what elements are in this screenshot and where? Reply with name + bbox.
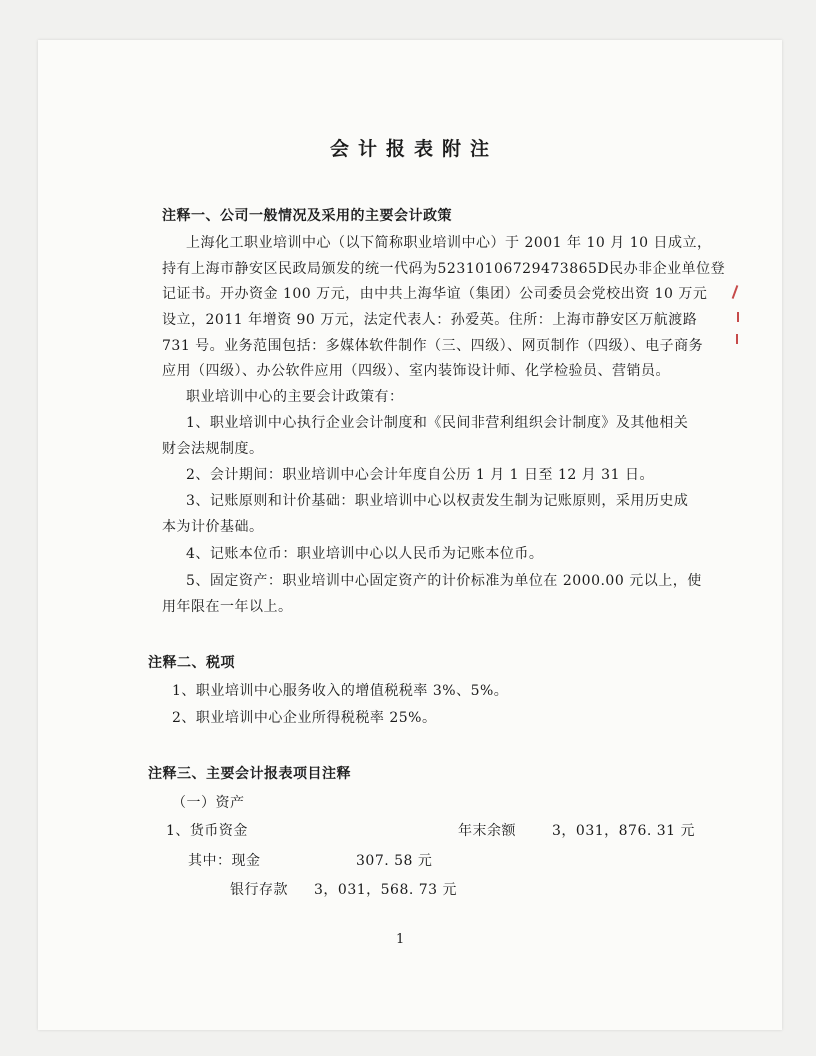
cash-value: 307. 58 元: [356, 853, 433, 869]
assets-section: （一）资产: [172, 795, 245, 811]
tax-item: 2、职业培训中心企业所得税税率 25%。: [172, 710, 437, 726]
note2-heading: 注释二、税项: [148, 655, 235, 671]
policy-item: 5、固定资产：职业培训中心固定资产的计价标准为单位在 2000.00 元以上，使: [186, 573, 702, 589]
note1-intro-line: 应用（四级）、办公软件应用（四级）、室内装饰设计师、化学检验员、营销员。: [162, 363, 670, 379]
policy-item: 2、会计期间：职业培训中心会计年度自公历 1 月 1 日至 12 月 31 日。: [186, 467, 654, 483]
policy-item: 1、职业培训中心执行企业会计制度和《民间非营利组织会计制度》及其他相关: [186, 415, 689, 431]
note1-intro-line: 731 号。业务范围包括：多媒体软件制作（三、四级）、网页制作（四级）、电子商务: [162, 338, 704, 354]
of-which-cash-label: 其中：现金: [188, 853, 261, 869]
note1-intro-line: 上海化工职业培训中心（以下简称职业培训中心）于 2001 年 10 月 10 日成立，: [186, 235, 712, 251]
page-title: 会计报表附注: [330, 138, 499, 160]
note1-heading: 注释一、公司一般情况及采用的主要会计政策: [162, 208, 452, 224]
red-mark: [736, 334, 738, 344]
policy-item: 4、记账本位币：职业培训中心以人民币为记账本位币。: [186, 546, 544, 562]
bank-deposit-value: 3，031，568. 73 元: [314, 882, 458, 898]
note1-intro-line: 持有上海市静安区民政局颁发的统一代码为52310106729473865D民办非企业单位登: [162, 261, 726, 277]
bank-deposit-label: 银行存款: [230, 882, 288, 898]
policies-intro: 职业培训中心的主要会计政策有：: [186, 389, 404, 405]
tax-item: 1、职业培训中心服务收入的增值税税率 3%、5%。: [172, 683, 509, 699]
policy-item: 3、记账原则和计价基础：职业培训中心以权责发生制为记账原则，采用历史成: [186, 493, 689, 509]
policy-item-cont: 本为计价基础。: [162, 519, 264, 535]
red-mark: [737, 312, 739, 322]
policy-item-cont: 用年限在一年以上。: [162, 599, 293, 615]
policy-item-cont: 财会法规制度。: [162, 441, 264, 457]
cash-item-label: 1、货币资金: [166, 823, 248, 839]
note3-heading: 注释三、主要会计报表项目注释: [148, 766, 351, 782]
page-number: 1: [396, 932, 405, 947]
note1-intro-line: 设立，2011 年增资 90 万元，法定代表人：孙爱英。住所：上海市静安区万航渡路: [162, 312, 698, 328]
balance-value: 3，031，876. 31 元: [552, 823, 696, 839]
balance-label: 年末余额: [458, 823, 516, 839]
note1-intro-line: 记证书。开办资金 100 万元，由中共上海华谊（集团）公司委员会党校出资 10 万元: [162, 286, 708, 302]
